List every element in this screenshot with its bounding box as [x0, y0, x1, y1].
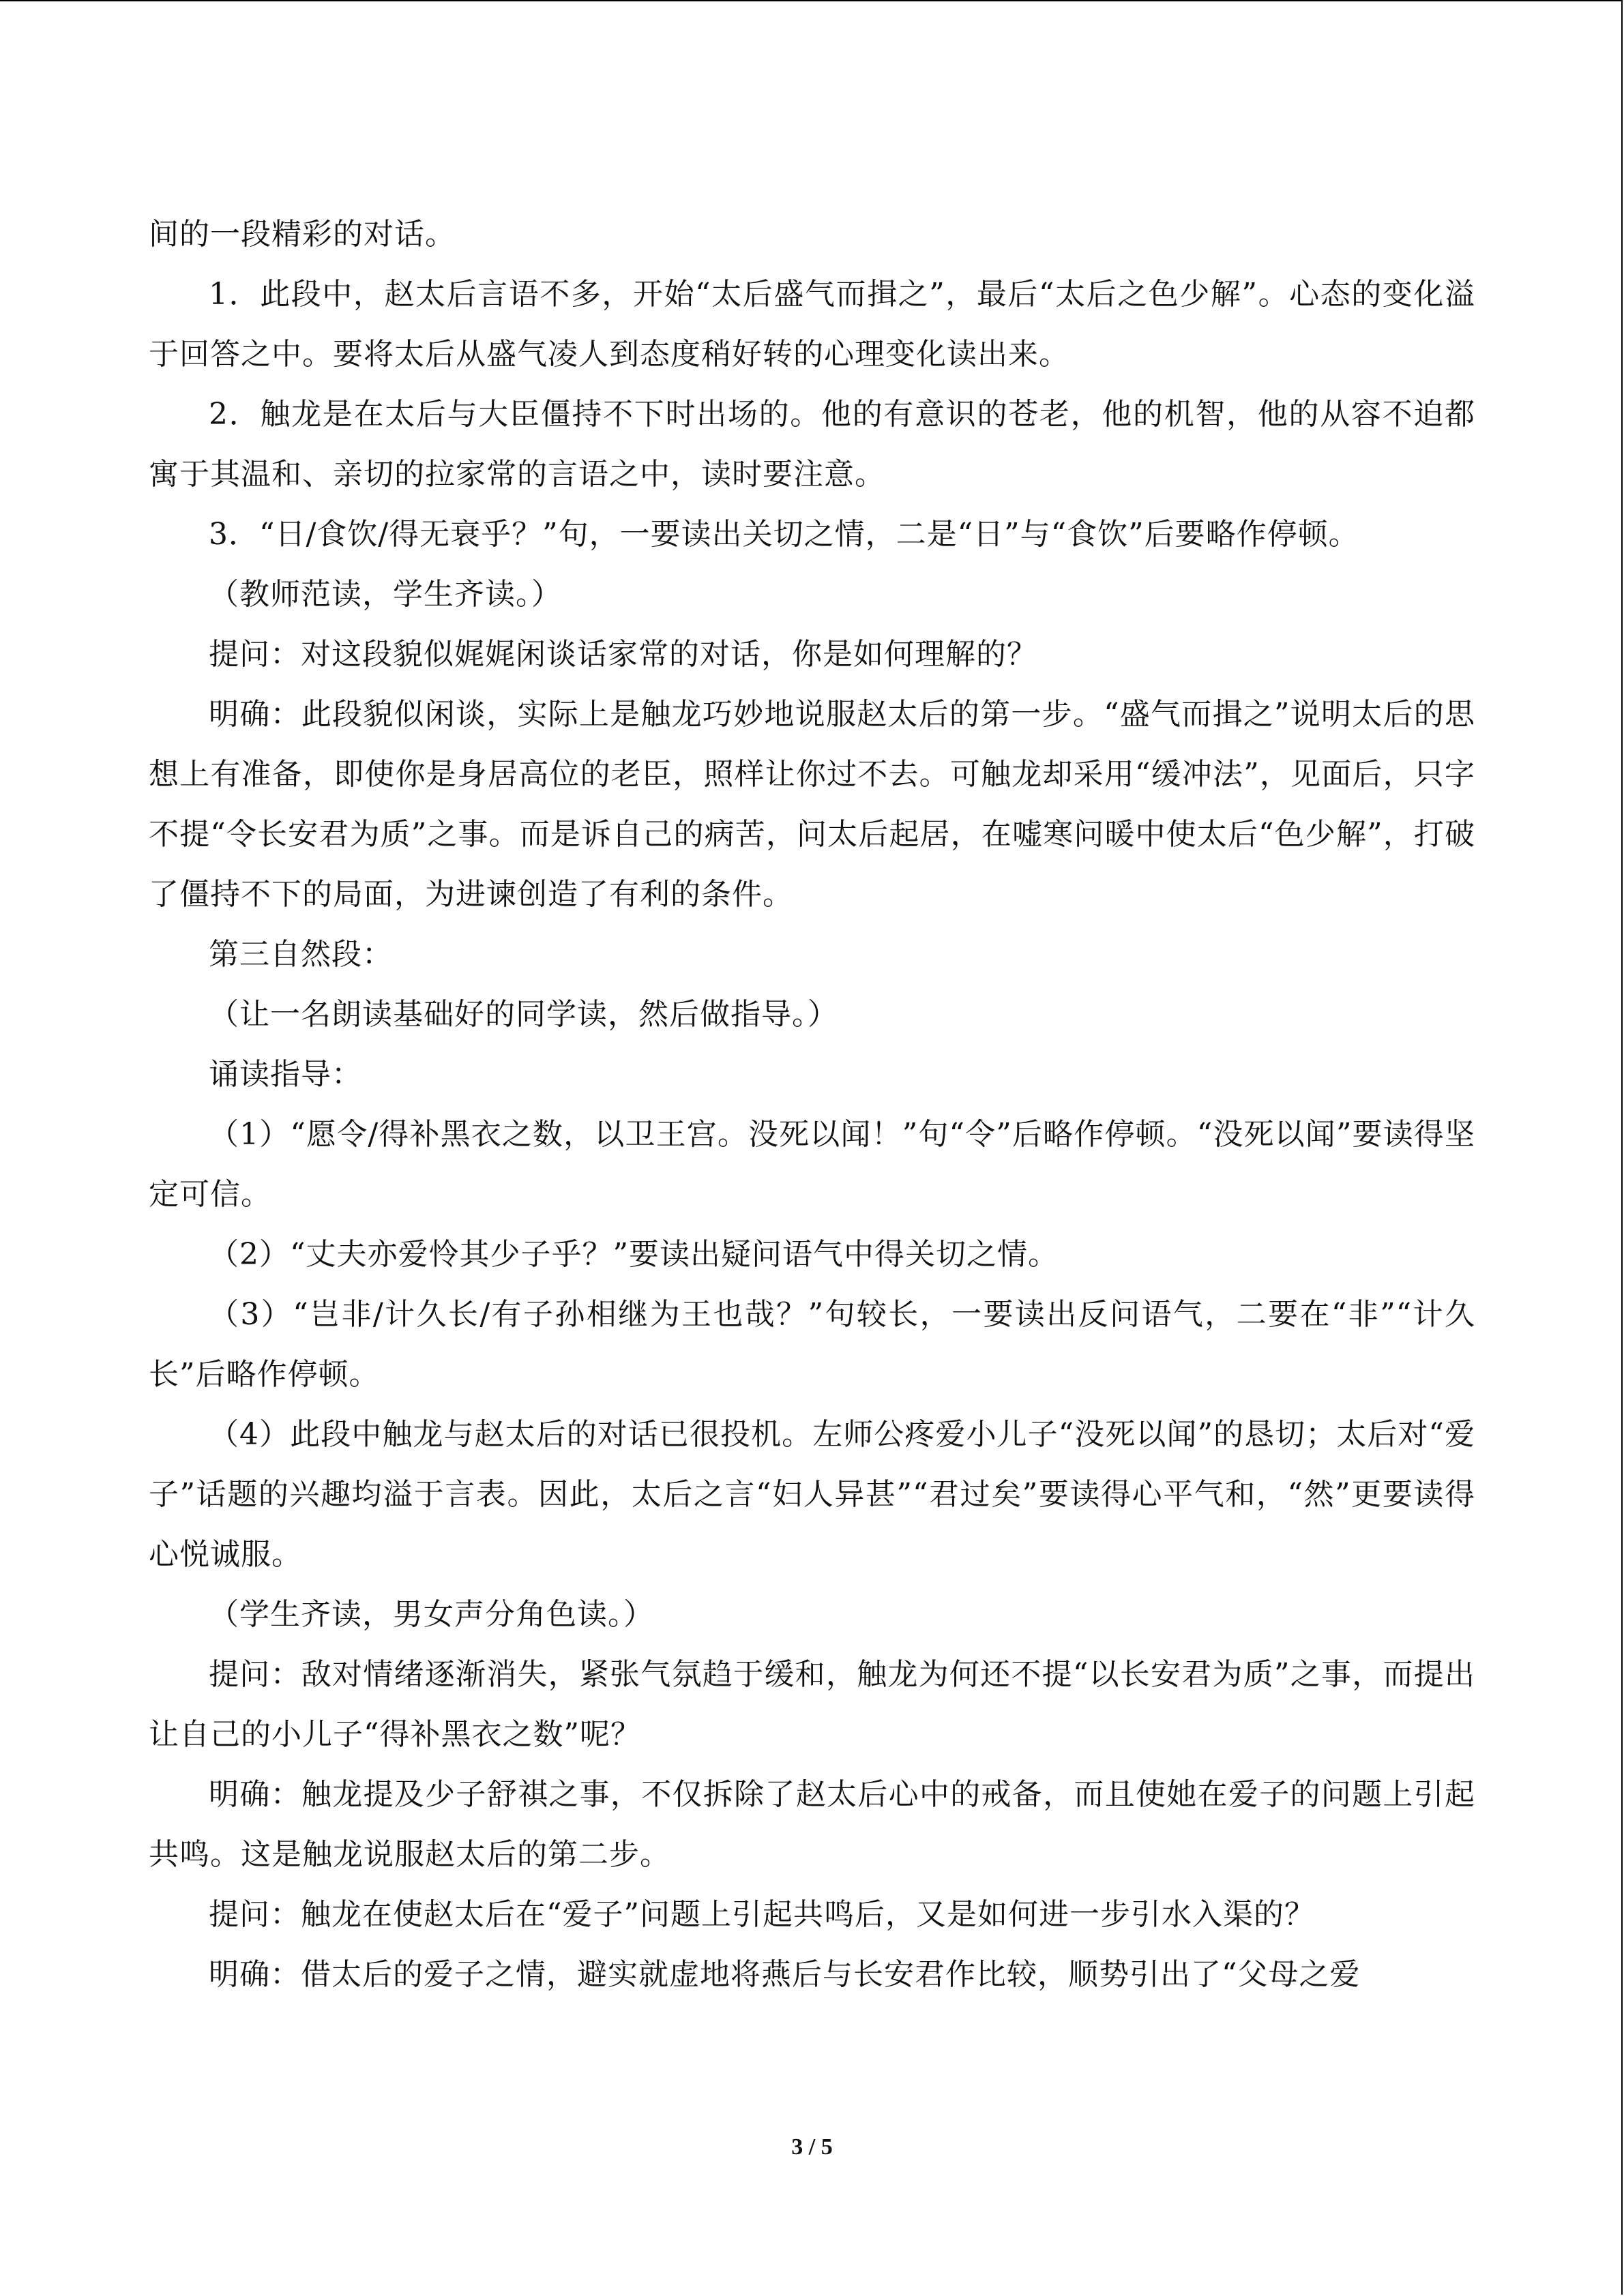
- paragraph: 提问：触龙在使赵太后在“爱子”问题上引起共鸣后，又是如何进一步引水入渠的？: [209, 1897, 1315, 1932]
- page-number: 3 / 5: [791, 2134, 833, 2160]
- paragraph: （让一名朗读基础好的同学读，然后做指导。）: [209, 997, 838, 1032]
- paragraph: 提问：敌对情绪逐渐消失，紧张气氛趋于缓和，触龙为何还不提“以长安君为质”之事，而提出让自己的小儿子“得补黑衣之数”呢？: [149, 1657, 1475, 1752]
- paragraph: 明确：借太后的爱子之情，避实就虚地将燕后与长安君作比较，顺势引出了“父母之爱: [209, 1957, 1361, 1992]
- paragraph: （教师范读，学生齐读。）: [209, 577, 562, 612]
- paragraph: 1．此段中，赵太后言语不多，开始“太后盛气而揖之”，最后“太后之色少解”。心态的变化溢于回答之中。要将太后从盛气凌人到态度稍好转的心理变化读出来。: [149, 277, 1475, 372]
- paragraph: 2．触龙是在太后与大臣僵持不下时出场的。他的有意识的苍老，他的机智，他的从容不迫都寓于其温和、亲切的拉家常的言语之中，读时要注意。: [149, 397, 1475, 492]
- paragraph: 诵读指导：: [209, 1057, 362, 1092]
- paragraph: （3）“岂非/计久长/有子孙相继为王也哉？”句较长，一要读出反问语气，二要在“非”“计久长”后略作停顿。: [149, 1297, 1475, 1392]
- paragraph: 第三自然段：: [209, 937, 393, 972]
- paragraph: （1）“愿令/得补黑衣之数，以卫王宫。没死以闻！”句“令”后略作停顿。“没死以闻”要读得坚定可信。: [149, 1117, 1475, 1212]
- paragraph: （4）此段中触龙与赵太后的对话已很投机。左师公疼爱小儿子“没死以闻”的恳切；太后对“爱子”话题的兴趣均溢于言表。因此，太后之言“妇人异甚”“君过矣”要读得心平气和，“然”更要读得心悦诚服。: [149, 1417, 1475, 1572]
- paragraph: 明确：触龙提及少子舒祺之事，不仅拆除了赵太后心中的戒备，而且使她在爱子的问题上引起共鸣。这是触龙说服赵太后的第二步。: [149, 1777, 1475, 1872]
- paragraph: 间的一段精彩的对话。: [149, 217, 456, 252]
- paragraph: （2）“丈夫亦爱怜其少子乎？”要读出疑问语气中得关切之情。: [209, 1237, 1059, 1272]
- document-body: [149, 205, 1475, 2005]
- paragraph: 明确：此段貌似闲谈，实际上是触龙巧妙地说服赵太后的第一步。“盛气而揖之”说明太后的思想上有准备，即使你是身居高位的老臣，照样让你过不去。可触龙却采用“缓冲法”，见面后，只字不提“令长安君为质”之事。而是诉自己的病苦，问太后起居，在嘘寒问暖中使太后“色少解”，打破了僵持不下的局面，为进谏创造了有利的条件。: [149, 697, 1475, 912]
- paragraph: 3．“日/食饮/得无衰乎？”句，一要读出关切之情，二是“日”与“食饮”后要略作停顿。: [209, 517, 1359, 552]
- paragraph: 提问：对这段貌似娓娓闲谈话家常的对话，你是如何理解的？: [209, 637, 1037, 672]
- paragraph: （学生齐读，男女声分角色读。）: [209, 1597, 654, 1632]
